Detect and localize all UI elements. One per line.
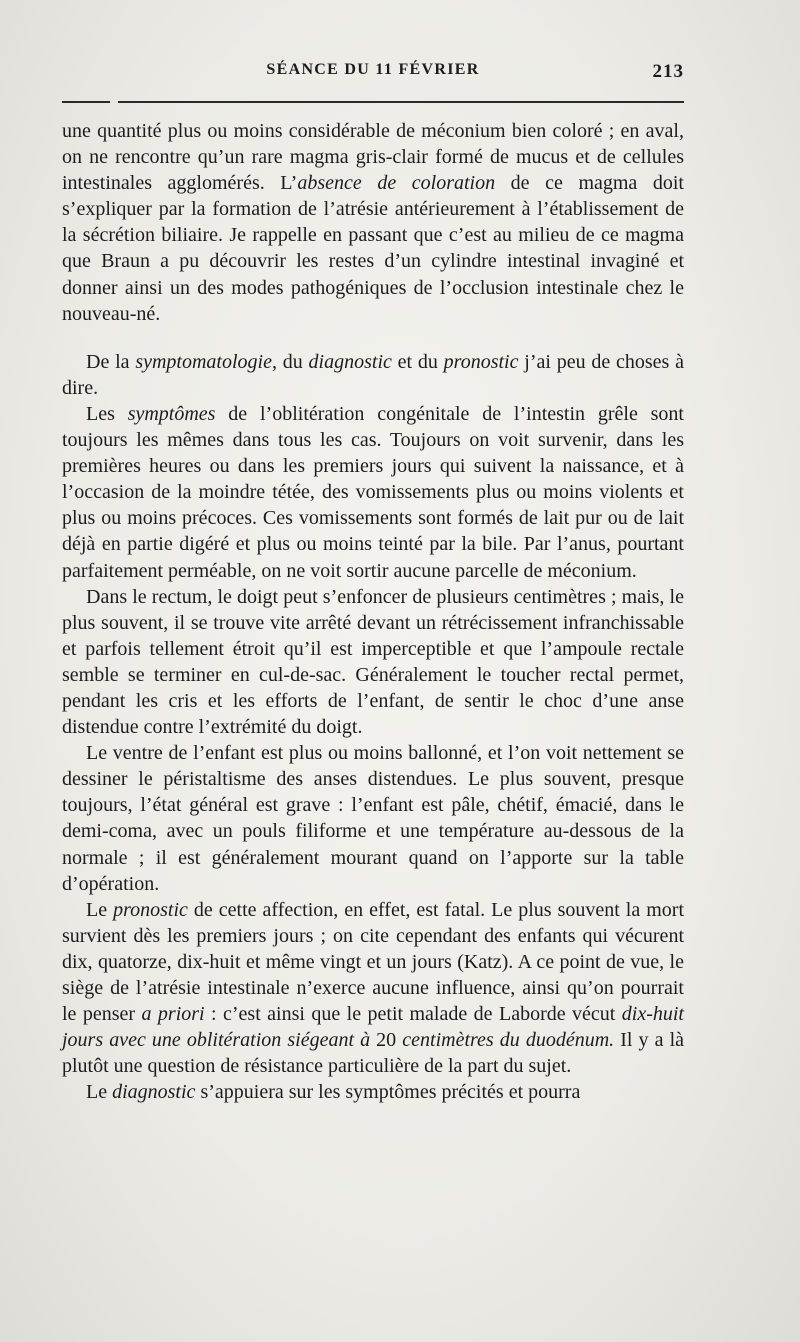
paragraph: Le pronostic de cette affection, en effet, est fatal. Le plus souvent la mort survient dès les premiers jours ; on cite cependant des enfants qui vécurent dix, quatorze, dix-huit et même vingt et un jours (Katz). A ce point de vue, le siège de l’atrésie intestinale n’exerce aucune influence, ainsi qu’on pourrait le penser a priori : c’est ainsi que le petit malade de Laborde vécut dix-huit jours avec une oblitération siégeant à 20 centimètres du duodénum. Il y a là plutôt une question de résistance particulière de la part du sujet. <box>62 898 685 1078</box>
paragraph: De la symptomatologie, du diagnostic et du pronostic j’ai peu de choses à dire. <box>62 350 685 399</box>
paragraph: une quantité plus ou moins considérable de méconium bien coloré ; en aval, on ne rencontre qu’un rare magma gris-clair formé de mucus et de cellules intestinales agglomérés. L’absence de coloration de ce magma doit s’expliquer par la formation de l’atrésie antérieurement à l’établissement de la sécrétion biliaire. Je rappelle en passant que c’est au milieu de ce magma que Braun a pu découvrir les restes d’un cylindre intestinal invaginé et donner ainsi un des modes pathogéniques de l’occlusion intestinale chez le nouveau-né. <box>62 120 684 325</box>
running-title: SÉANCE DU 11 FÉVRIER <box>266 61 480 78</box>
page-number: 213 <box>652 61 684 82</box>
body-text <box>62 118 684 1105</box>
header-rule <box>62 101 684 103</box>
paragraph: Le ventre de l’enfant est plus ou moins ballonné, et l’on voit nettement se dessiner le péristaltisme des anses distendues. Le plus souvent, presque toujours, l’état général est grave : l’enfant est pâle, chétif, émacié, dans le demi-coma, avec un pouls filiforme et une température au-dessous de la normale ; il est généralement mourant quand on l’apporte sur la table d’opération. <box>62 742 684 895</box>
paragraph: Dans le rectum, le doigt peut s’enfoncer de plusieurs centimètres ; mais, le plus souvent, il se trouve vite arrêté devant un rétrécissement infranchissable et parfois tellement étroit qu’il est imperceptible et que l’ampoule rectale semble se terminer en cul-de-sac. Généralement le toucher rectal permet, pendant les cris et les efforts de l’enfant, de sentir le choc d’une anse distendue contre l’extrémité du doigt. <box>62 585 684 739</box>
running-header <box>62 61 684 87</box>
paragraph: Le diagnostic s’appuiera sur les symptômes précités et pourra <box>86 1081 581 1104</box>
paragraph: Les symptômes de l’oblitération congénitale de l’intestin grêle sont toujours les mêmes dans tous les cas. Toujours on voit survenir, dans les premières heures ou dans les premiers jours qui suivent la naissance, et à l’occasion de la moindre tétée, des vomissements plus ou moins violents et plus ou moins précoces. Ces vomissements sont formés de lait pur ou de lait déjà en partie digéré et plus ou moins teinté par la bile. Par l’anus, pourtant parfaitement perméable, on ne voit sortir aucune parcelle de méconium. <box>62 402 684 582</box>
